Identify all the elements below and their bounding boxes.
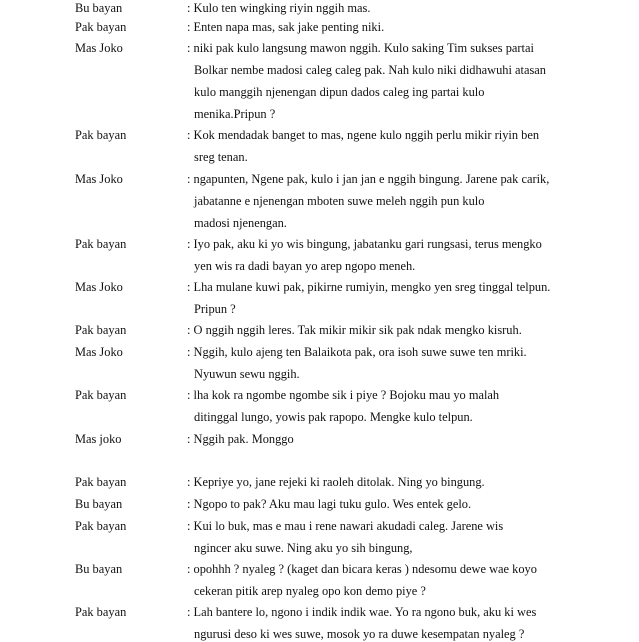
dialogue-line: Nyuwun sewu nggih.	[194, 367, 300, 381]
speaker-name: Mas joko	[75, 432, 122, 446]
dialogue-line: madosi njenengan.	[194, 216, 287, 230]
speaker-name: Mas Joko	[75, 280, 123, 294]
speaker-name: Pak bayan	[75, 128, 127, 142]
dialogue-line: ngincer aku suwe. Ning aku yo sih bingung,	[194, 541, 413, 555]
dialogue-line: : Enten napa mas, sak jake penting niki.	[187, 20, 385, 34]
dialogue-line: : niki pak kulo langsung mawon nggih. Kulo saking Tim sukses partai	[187, 41, 534, 55]
speaker-name: Pak bayan	[75, 475, 127, 489]
dialogue-line: : Kui lo buk, mas e mau i rene nawari akudadi caleg. Jarene wis	[187, 519, 504, 533]
dialogue-line: jabatanne e njenengan mboten suwe meleh nggih pun kulo	[194, 194, 485, 208]
dialogue-line: cekeran pitik arep nyaleg opo kon demo piye ?	[194, 584, 426, 598]
dialogue-line: : Kulo ten wingking riyin nggih mas.	[187, 1, 371, 15]
dialogue-line: : ngapunten, Ngene pak, kulo i jan jan e nggih bingung. Jarene pak carik,	[187, 172, 550, 186]
dialogue-line: : opohhh ? nyaleg ? (kaget dan bicara keras ) ndesomu dewe wae koyo	[187, 562, 537, 576]
dialogue-line: ditinggal lungo, yowis pak rapopo. Mengke kulo telpun.	[194, 410, 473, 424]
dialogue-line: menika.Pripun ?	[194, 107, 276, 121]
dialogue-line: : Kok mendadak banget to mas, ngene kulo nggih perlu mikir riyin ben	[187, 128, 540, 142]
speaker-name: Bu bayan	[75, 497, 123, 511]
dialogue-line: : Lha mulane kuwi pak, pikirne rumiyin, mengko yen sreg tinggal telpun.	[187, 280, 551, 294]
dialogue-line: : Lah bantere lo, ngono i indik indik wae. Yo ra ngono buk, aku ki wes	[187, 605, 537, 619]
speaker-name: Mas Joko	[75, 172, 123, 186]
speaker-name: Pak bayan	[75, 605, 127, 619]
speaker-name: Bu bayan	[75, 562, 123, 576]
dialogue-line: : O nggih nggih leres. Tak mikir mikir sik pak ndak mengko kisruh.	[187, 323, 522, 337]
dialogue-line: : Kepriye yo, jane rejeki ki raoleh ditolak. Ning yo bingung.	[187, 475, 485, 489]
speaker-name: Pak bayan	[75, 388, 127, 402]
speaker-name: Pak bayan	[75, 519, 127, 533]
speaker-name: Mas Joko	[75, 345, 123, 359]
dialogue-line: Pripun ?	[194, 302, 236, 316]
speaker-name: Bu bayan	[75, 1, 123, 15]
dialogue-line: sreg tenan.	[194, 150, 248, 164]
dialogue-line: : Ngopo to pak? Aku mau lagi tuku gulo. Wes entek gelo.	[187, 497, 472, 511]
speaker-name: Pak bayan	[75, 237, 127, 251]
speaker-name: Pak bayan	[75, 323, 127, 337]
dialogue-line: kulo manggih njenengan dipun dados caleg ing partai kulo	[194, 85, 485, 99]
dialogue-line: Bolkar nembe madosi caleg caleg pak. Nah kulo niki didhawuhi atasan	[194, 63, 546, 77]
speaker-name: Pak bayan	[75, 20, 127, 34]
dialogue-line: : lha kok ra ngombe ngombe sik i piye ? Bojoku mau yo malah	[187, 388, 500, 402]
dialogue-line: ngurusi deso ki wes suwe, mosok yo ra duwe kesempatan nyaleg ?	[194, 627, 525, 641]
speaker-name: Mas Joko	[75, 41, 123, 55]
dialogue-line: : Nggih, kulo ajeng ten Balaikota pak, ora isoh suwe suwe ten mriki.	[187, 345, 527, 359]
dialogue-line: yen wis ra dadi bayan yo arep ngopo meneh.	[194, 259, 416, 273]
dialogue-line: : Iyo pak, aku ki yo wis bingung, jabatanku gari rungsasi, terus mengko	[187, 237, 542, 251]
dialogue-line: : Nggih pak. Monggo	[187, 432, 294, 446]
